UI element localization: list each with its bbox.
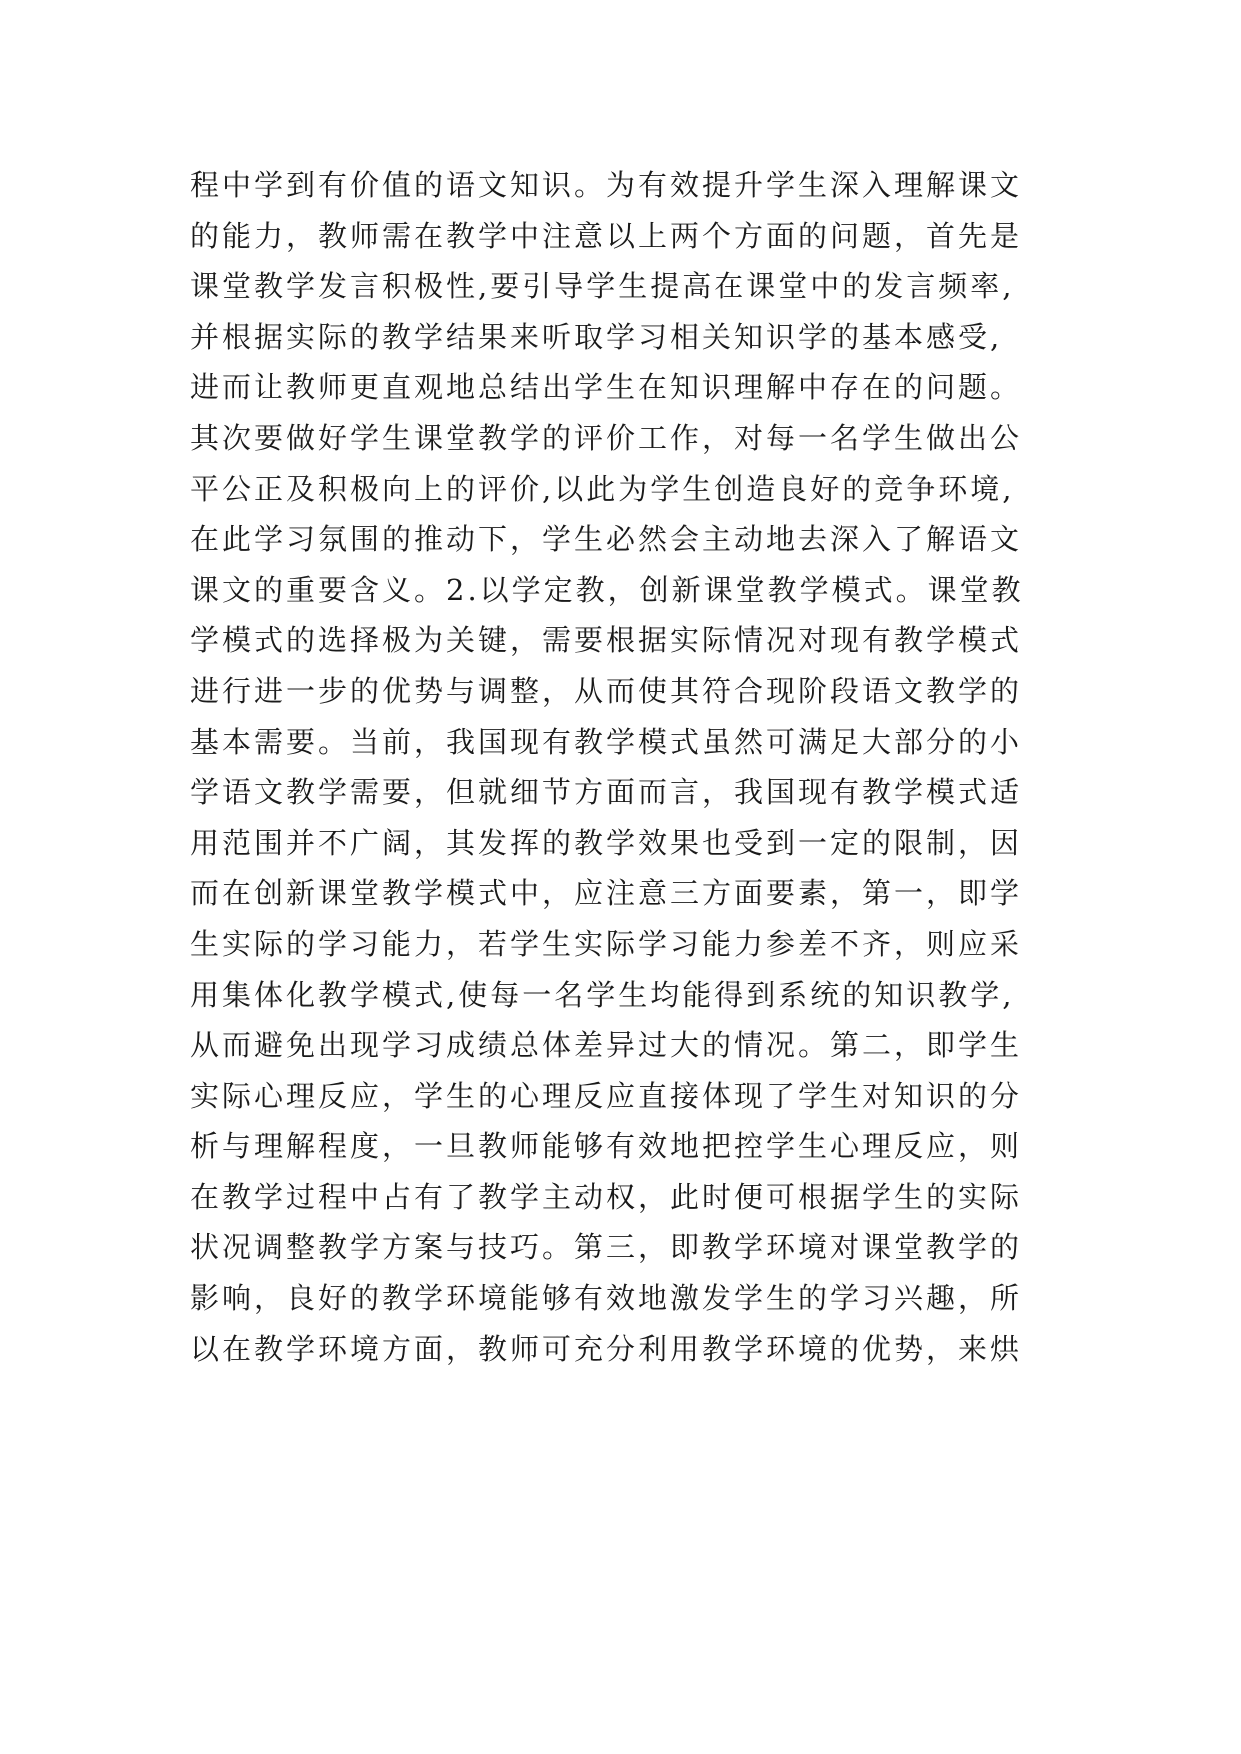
body-text (190, 160, 1090, 1374)
text-line: 用范围并不广阔，其发挥的教学效果也受到一定的限制，因 (190, 825, 1023, 860)
text-line: 课文的重要含义。2.以学定教，创新课堂教学模式。课堂教 (190, 572, 1024, 607)
text-line: 并根据实际的教学结果来听取学习相关知识学的基本感受, (190, 319, 1003, 354)
text-line: 程中学到有价值的语文知识。为有效提升学生深入理解课文 (190, 168, 1023, 202)
text-line: 用集体化教学模式,使每一名学生均能得到系统的知识教学, (190, 977, 1015, 1012)
text-line: 在教学过程中占有了教学主动权，此时便可根据学生的实际 (190, 1179, 1023, 1214)
text-line: 而在创新课堂教学模式中，应注意三方面要素，第一，即学 (190, 876, 1023, 911)
text-line: 进而让教师更直观地总结出学生在知识理解中存在的问题。 (190, 370, 1023, 405)
text-line: 学语文教学需要，但就细节方面而言，我国现有教学模式适 (190, 775, 1023, 810)
text-line: 的能力，教师需在教学中注意以上两个方面的问题，首先是 (190, 218, 1023, 253)
text-line: 状况调整教学方案与技巧。第三，即教学环境对课堂教学的 (190, 1230, 1023, 1265)
text-line: 在此学习氛围的推动下，学生必然会主动地去深入了解语文 (190, 522, 1023, 557)
text-line: 以在教学环境方面，教师可充分利用教学环境的优势，来烘 (190, 1331, 1023, 1366)
text-line: 进行进一步的优势与调整，从而使其符合现阶段语文教学的 (190, 673, 1023, 708)
text-line: 基本需要。当前，我国现有教学模式虽然可满足大部分的小 (190, 724, 1023, 759)
text-line: 实际心理反应，学生的心理反应直接体现了学生对知识的分 (190, 1078, 1023, 1113)
text-line: 从而避免出现学习成绩总体差异过大的情况。第二，即学生 (190, 1028, 1023, 1063)
text-line: 其次要做好学生课堂教学的评价工作，对每一名学生做出公 (190, 420, 1023, 455)
text-line: 影响，良好的教学环境能够有效地激发学生的学习兴趣，所 (190, 1281, 1023, 1316)
text-line: 学模式的选择极为关键，需要根据实际情况对现有教学模式 (190, 623, 1023, 658)
text-line: 课堂教学发言积极性,要引导学生提高在课堂中的发言频率, (190, 269, 1015, 304)
text-line: 平公正及积极向上的评价,以此为学生创造良好的竞争环境, (190, 471, 1015, 506)
text-line: 生实际的学习能力，若学生实际学习能力参差不齐，则应采 (190, 926, 1023, 961)
text-line: 析与理解程度，一旦教师能够有效地把控学生心理反应，则 (190, 1129, 1023, 1164)
